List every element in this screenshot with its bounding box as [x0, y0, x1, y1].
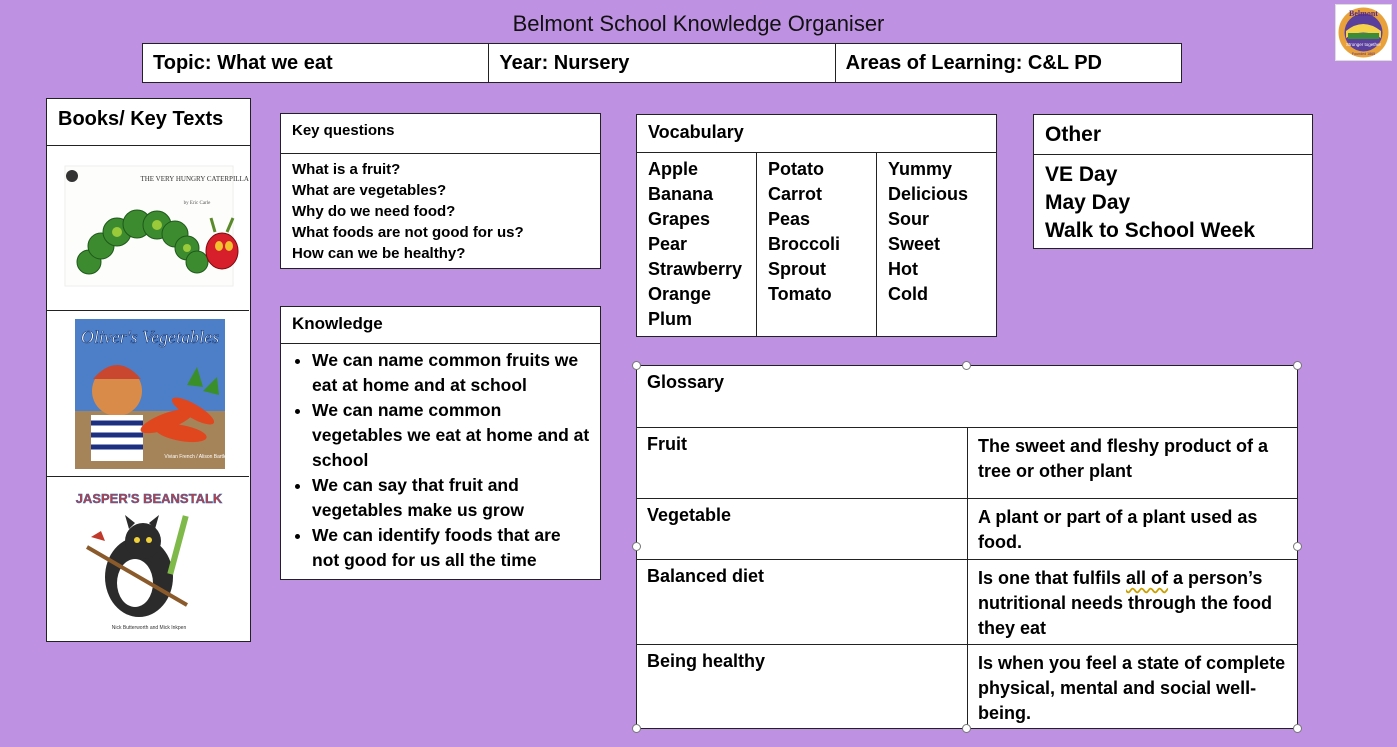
definition-text: Is one that fulfils — [978, 568, 1127, 588]
resize-handle-right[interactable] — [1293, 542, 1302, 551]
glossary-term: Vegetable — [637, 499, 968, 559]
glossary-definition — [968, 560, 1297, 644]
vocab-word: Carrot — [768, 184, 823, 204]
books-panel — [46, 98, 251, 642]
book-cover-jaspers-beanstalk — [47, 477, 249, 641]
glossary-term: Fruit — [637, 428, 968, 498]
glossary-term: Balanced diet — [637, 560, 968, 644]
book-cover-caterpillar — [47, 146, 249, 311]
question-item: Why do we need food? — [292, 203, 456, 220]
glossary-definition: A plant or part of a plant used as food. — [978, 507, 1258, 552]
other-heading: Other — [1034, 115, 1312, 155]
other-item: May Day — [1045, 191, 1131, 214]
glossary-table[interactable] — [636, 365, 1298, 729]
other-item: VE Day — [1045, 163, 1118, 186]
year-cell: Year: Nursery — [489, 44, 835, 82]
other-panel — [1033, 114, 1313, 249]
knowledge-item: • We can name common vegetables we eat at home and at school — [312, 398, 592, 473]
jaspers-author: Nick Butterworth and Mick Inkpen — [111, 625, 187, 631]
resize-handle-bottom[interactable] — [962, 724, 971, 733]
knowledge-item: • We can say that fruit and vegetables make us grow — [312, 473, 592, 523]
vocab-word: Orange — [648, 284, 712, 304]
vocab-word: Pear — [648, 234, 688, 254]
key-questions-heading: Key questions — [281, 114, 600, 154]
book-cover-olivers-vegetables — [47, 311, 249, 477]
jaspers-title: JASPER'S BEANSTALK — [75, 491, 223, 506]
logo-founded: Founded 1865 — [1351, 52, 1376, 56]
vocabulary-heading: Vocabulary — [637, 115, 996, 153]
resize-handle-left[interactable] — [632, 542, 641, 551]
other-item: Walk to School Week — [1045, 219, 1256, 242]
table-row — [637, 499, 1297, 560]
spellcheck-marked-text: all of — [1126, 568, 1169, 588]
resize-handle-bottom-right[interactable] — [1293, 724, 1302, 733]
glossary-heading: Glossary — [637, 366, 1297, 428]
resize-handle-top[interactable] — [962, 361, 971, 370]
vocab-word: Delicious — [888, 184, 969, 204]
vocab-word: Broccoli — [768, 234, 841, 254]
glossary-term: Being healthy — [637, 645, 968, 727]
vocab-column-vegetables — [757, 153, 877, 336]
vocab-word: Hot — [888, 259, 918, 279]
vocab-word: Grapes — [648, 209, 711, 229]
glossary-definition: The sweet and fleshy product of a tree or other plant — [978, 436, 1269, 481]
school-logo — [1335, 4, 1392, 61]
vocab-word: Sweet — [888, 234, 941, 254]
olivers-author: Vivian French / Alison Bartlett — [164, 454, 230, 460]
question-item: How can we be healthy? — [292, 245, 466, 262]
knowledge-heading: Knowledge — [281, 307, 600, 344]
vocab-word: Strawberry — [648, 259, 743, 279]
page-title: Belmont School Knowledge Organiser — [512, 11, 885, 36]
vocab-column-tastes — [877, 153, 996, 336]
vocab-word: Sour — [888, 209, 930, 229]
knowledge-panel — [280, 306, 601, 580]
vocab-word: Sprout — [768, 259, 826, 279]
table-row — [637, 645, 1297, 727]
vocab-word: Tomato — [768, 284, 832, 304]
knowledge-item: • We can identify foods that are not good for us all the time — [312, 523, 592, 573]
definition-text: a person’s nutritional needs through the food they eat — [978, 568, 1272, 638]
vocabulary-panel — [636, 114, 997, 337]
logo-name: Belmont — [1349, 9, 1378, 18]
resize-handle-bottom-left[interactable] — [632, 724, 641, 733]
vocab-word: Plum — [648, 309, 693, 329]
table-row — [637, 560, 1297, 645]
knowledge-item: • We can name common fruits we eat at home and at school — [312, 348, 592, 398]
question-item: What foods are not good for us? — [292, 224, 524, 241]
caterpillar-title: THE VERY HUNGRY CATERPILLAR — [140, 175, 249, 183]
topic-cell: Topic: What we eat — [143, 44, 489, 82]
caterpillar-author: by Eric Carle — [183, 201, 211, 206]
resize-handle-top-right[interactable] — [1293, 361, 1302, 370]
vocab-word: Banana — [648, 184, 714, 204]
vocab-word: Apple — [648, 159, 699, 179]
vocab-word: Cold — [888, 284, 928, 304]
question-item: What are vegetables? — [292, 182, 447, 199]
vocab-word: Peas — [768, 209, 811, 229]
resize-handle-top-left[interactable] — [632, 361, 641, 370]
vocab-word: Yummy — [888, 159, 953, 179]
olivers-title: Oliver's Vegetables — [80, 327, 220, 347]
header-table — [142, 43, 1182, 83]
glossary-definition: Is when you feel a state of complete physical, mental and social well-being. — [978, 653, 1286, 723]
logo-motto: Stronger together — [1345, 42, 1382, 47]
vocab-word: Potato — [768, 159, 824, 179]
question-item: What is a fruit? — [292, 161, 401, 178]
books-heading: Books/ Key Texts — [47, 99, 250, 146]
key-questions-panel — [280, 113, 601, 269]
vocab-column-fruits — [637, 153, 757, 336]
areas-cell: Areas of Learning: C&L PD — [845, 52, 1102, 74]
table-row — [637, 428, 1297, 499]
